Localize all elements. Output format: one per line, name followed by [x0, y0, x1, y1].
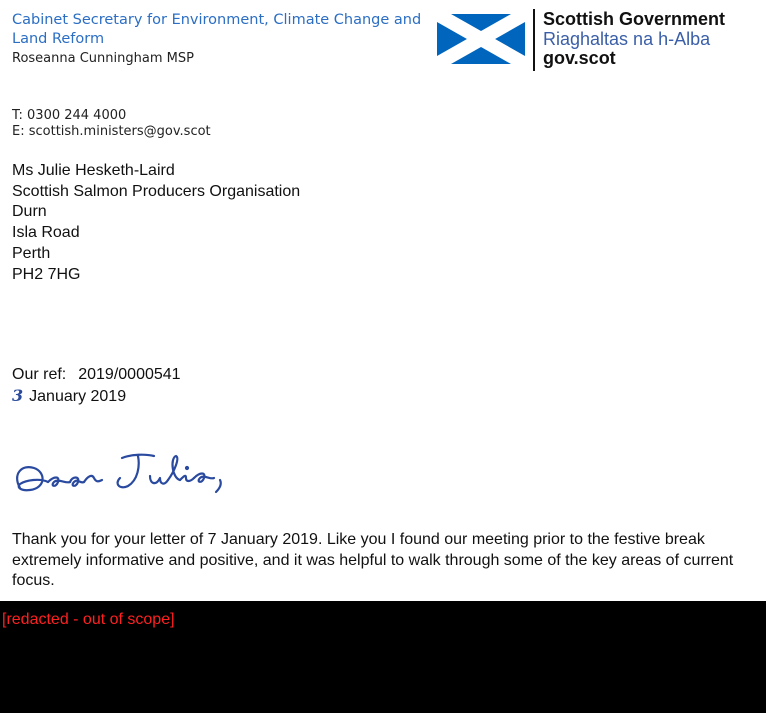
recipient-organisation: Scottish Salmon Producers Organisation	[12, 182, 301, 200]
body-paragraph: Thank you for your letter of 7 January 2019. Like you I found our meeting prior to the festive break extremely informative and positive, and it was helpful to walk through some of the key areas of current focus.	[12, 531, 734, 589]
date-month-year: January 2019	[29, 388, 127, 405]
handwritten-day: 3	[12, 386, 24, 405]
logo-domain: gov.scot	[543, 48, 616, 68]
logo-divider	[533, 9, 535, 71]
recipient-address-line: Perth	[12, 244, 51, 262]
logo-name: Scottish Government	[543, 9, 726, 29]
sender-title-line2: Land Reform	[12, 31, 105, 47]
recipient-address-line: Isla Road	[12, 224, 80, 242]
recipient-postcode: PH2 7HG	[12, 265, 81, 283]
contact-phone: T: 0300 244 4000	[12, 108, 127, 123]
sender-title-line1: Cabinet Secretary for Environment, Climate Change and	[12, 12, 422, 28]
logo-gaelic-name: Riaghaltas na h-Alba	[543, 29, 711, 49]
contact-email: E: scottish.ministers@gov.scot	[12, 124, 211, 139]
saltire-flag-icon	[437, 14, 525, 64]
reference-label: Our ref:	[12, 366, 67, 383]
recipient-name: Ms Julie Hesketh-Laird	[12, 162, 175, 179]
letter-date	[12, 386, 126, 406]
recipient-address-line: Durn	[12, 203, 47, 221]
sender-name: Roseanna Cunningham MSP	[12, 51, 194, 66]
redaction-label: [redacted - out of scope]	[2, 611, 175, 628]
reference	[12, 366, 181, 384]
handwritten-salutation	[10, 444, 250, 500]
sender-title	[12, 11, 432, 49]
reference-value: 2019/0000541	[78, 366, 181, 383]
